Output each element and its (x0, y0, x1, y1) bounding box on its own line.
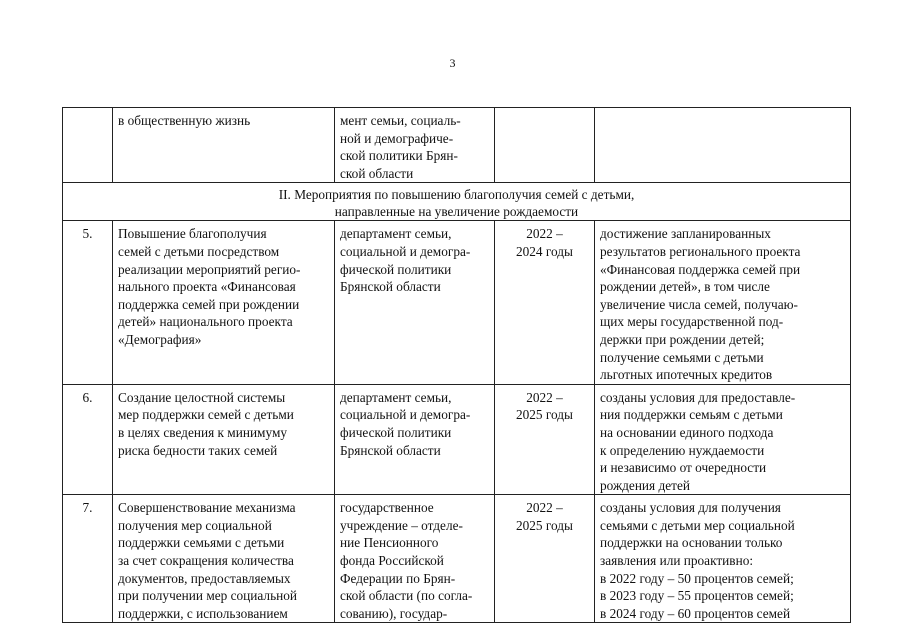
cell-number: 6. (63, 384, 113, 495)
cell-result: созданы условия для получения семьями с детьми мер социальной поддержки на основании только заявления или проактивно: в 2022 году – 50 процентов семей; в 2023 году – 55 процентов семей; в 2024 году – 60 процентов семей (595, 495, 851, 623)
cell-executor: департамент семьи, социальной и демогра- фической политики Брянской области (335, 221, 495, 384)
cell-term: 2022 – 2024 годы (495, 221, 595, 384)
cell-activity: в общественную жизнь (113, 108, 335, 183)
cell-term: 2022 – 2025 годы (495, 384, 595, 495)
cell-term (495, 108, 595, 183)
cell-number: 7. (63, 495, 113, 623)
page-number: 3 (449, 56, 456, 70)
cell-executor: департамент семьи, социальной и демогра- фической политики Брянской области (335, 384, 495, 495)
cell-executor: государственное учреждение – отделе- ние Пенсионного фонда Российской Федерации по Брян- ской области (по согла- сованию), государ- (335, 495, 495, 623)
cell-result: созданы условия для предоставле- ния поддержки семьям с детьми на основании единого подхода к определению нуждаемости и независимо от очередности рождения детей (595, 384, 851, 495)
cell-number: 5. (63, 221, 113, 384)
measures-table (62, 107, 851, 623)
table-row-carry-over (63, 108, 851, 183)
cell-result: достижение запланированных результатов регионального проекта «Финансовая поддержка семей при рождении детей», в том числе увеличение числа семей, получаю- щих меры государственной под- держки при рождении детей; получение семьями с детьми льготных ипотечных кредитов (595, 221, 851, 384)
cell-number (63, 108, 113, 183)
cell-activity: Создание целостной системы мер поддержки семей с детьми в целях сведения к минимуму риска бедности таких семей (113, 384, 335, 495)
section-title: II. Мероприятия по повышению благополучия семей с детьми, направленные на увеличение рождаемости (63, 183, 851, 221)
cell-executor: мент семьи, социаль- ной и демографиче- ской политики Брян- ской области (335, 108, 495, 183)
cell-activity: Повышение благополучия семей с детьми посредством реализации мероприятий регио- нального проекта «Финансовая поддержка семей при рождении детей» национального проекта «Демография» (113, 221, 335, 384)
cell-term: 2022 – 2025 годы (495, 495, 595, 623)
table-row-5 (63, 221, 851, 384)
table-row-7 (63, 495, 851, 623)
cell-activity: Совершенствование механизма получения мер социальной поддержки семьями с детьми за счет сокращения количества документов, предоставляемых при получении мер социальной поддержки, с использованием (113, 495, 335, 623)
cell-result (595, 108, 851, 183)
table-row-6 (63, 384, 851, 495)
section-row (63, 183, 851, 221)
